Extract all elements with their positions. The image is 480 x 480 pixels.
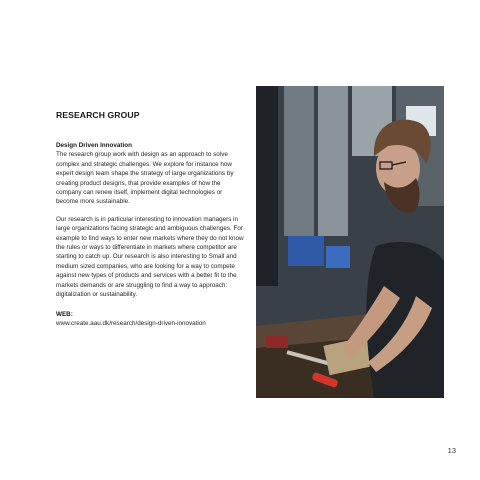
text-column	[56, 110, 246, 328]
web-link[interactable]: www.create.aau.dk/research/design-driven-innovation	[56, 319, 206, 327]
workshop-photo	[256, 86, 444, 398]
web-label: WEB:	[56, 310, 73, 318]
paragraph-intro: The research group work with design as an approach to solve complex and strategic challenges. We explore for instance how expert design team shape the strategy of large organizations by creating product designs, that provide examples of how the company can renew itself, implement digital technologies or become more sustainable.	[56, 151, 234, 206]
subheading: Design Driven Innovation	[56, 142, 132, 149]
paragraph-audience: Our research is in particular interesting to innovation managers in large organizations facing strategic and ambiguous challenges. For example to find ways to enter new markets where they do not know the rules or ways to differentiate in markets where competitor are starting to catch up. Our research is also interesting to Small and medium sized companies, who are looking for a way to compete against new types of products and services with a better fit to the markets demands or are struggling to find a way to approach: digitalization or sustainability.	[56, 215, 244, 299]
section-heading: RESEARCH GROUP	[56, 110, 140, 120]
page-number: 13	[447, 446, 456, 455]
